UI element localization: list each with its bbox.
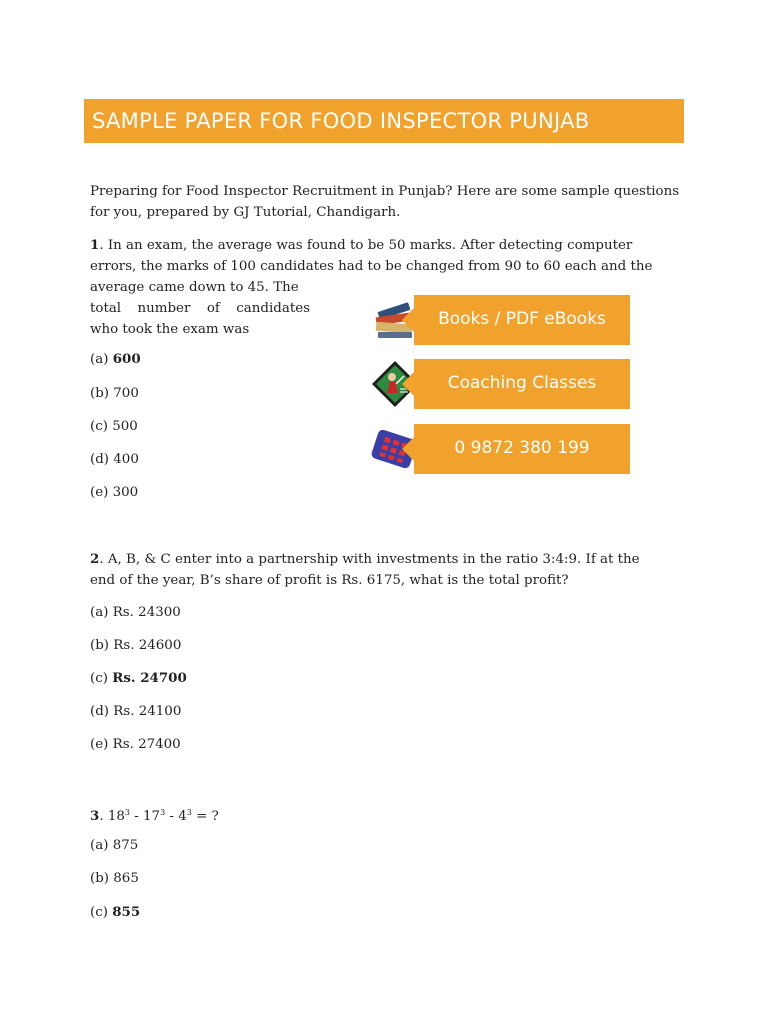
option-label: (e) xyxy=(90,485,113,500)
math-term: 18 xyxy=(107,809,125,824)
math-exponent: 3 xyxy=(124,808,130,817)
math-exponent: 3 xyxy=(160,808,166,817)
option-label: (a) xyxy=(90,352,113,367)
option-value: Rs. 24100 xyxy=(113,704,182,719)
question-text: average came down to 45. The xyxy=(90,280,299,295)
intro-paragraph xyxy=(90,181,679,223)
page-title-banner: SAMPLE PAPER FOR FOOD INSPECTOR PUNJAB xyxy=(84,99,684,143)
option-value: 865 xyxy=(113,871,139,886)
option-e xyxy=(90,482,138,503)
question-2 xyxy=(90,549,640,591)
question-3: 3. $18^3 - 17^3 - 4^3$ = ? xyxy=(90,808,219,824)
question-number: 2 xyxy=(90,551,100,567)
option-value: 500 xyxy=(112,419,138,434)
option-e xyxy=(90,734,181,755)
question-text: total number of candidates xyxy=(90,301,310,316)
option-a xyxy=(90,602,181,623)
math-equals: = ? xyxy=(191,809,219,824)
option-value: 875 xyxy=(112,838,139,853)
option-value: Rs. 24600 xyxy=(113,638,182,653)
question-text: . In an exam, the average was found to be 50 marks. After detecting computer xyxy=(99,238,633,253)
option-value-correct: 855 xyxy=(112,904,141,920)
option-label: (a) xyxy=(90,838,113,853)
option-value-correct: 600 xyxy=(112,351,141,367)
option-value-correct: Rs. 24700 xyxy=(112,670,187,686)
option-c xyxy=(90,416,138,437)
question-text: who took the exam was xyxy=(90,322,250,337)
option-b xyxy=(90,635,181,656)
option-label: (c) xyxy=(90,419,113,434)
option-label: (e) xyxy=(90,737,113,752)
promo-books[interactable] xyxy=(370,295,630,345)
promo-phone[interactable] xyxy=(370,424,630,474)
option-value: 400 xyxy=(113,452,139,467)
math-term: 4 xyxy=(178,809,187,824)
question-text: end of the year, B’s share of profit is Rs. 6175, what is the total profit? xyxy=(90,573,569,588)
option-label: (d) xyxy=(90,452,114,467)
promo-books-label[interactable]: Books / PDF eBooks xyxy=(414,295,630,345)
question-number: 3 xyxy=(90,808,100,824)
math-term: 17 xyxy=(143,809,161,824)
option-label: (d) xyxy=(90,704,114,719)
question-text: errors, the marks of 100 candidates had to be changed from 90 to 60 each and the xyxy=(90,259,653,274)
option-value: Rs. 27400 xyxy=(112,737,181,752)
promo-coaching[interactable] xyxy=(370,359,630,409)
option-value: Rs. 24300 xyxy=(112,605,181,620)
option-b xyxy=(90,383,139,404)
option-b xyxy=(90,868,139,889)
option-c xyxy=(90,668,187,689)
option-a xyxy=(90,349,141,370)
option-label: (b) xyxy=(90,638,114,653)
option-d xyxy=(90,701,181,722)
option-label: (c) xyxy=(90,905,113,920)
math-exponent: 3 xyxy=(186,808,192,817)
promo-phone-label[interactable]: 0 9872 380 199 xyxy=(414,424,630,474)
option-a xyxy=(90,835,138,856)
intro-line: for you, prepared by GJ Tutorial, Chandigarh. xyxy=(90,205,401,220)
option-c xyxy=(90,902,140,923)
option-d xyxy=(90,449,139,470)
option-label: (b) xyxy=(90,386,114,401)
math-operator: - xyxy=(165,809,179,824)
option-label: (c) xyxy=(90,671,113,686)
option-label: (a) xyxy=(90,605,113,620)
math-operator: - xyxy=(129,809,144,824)
question-number: 1 xyxy=(90,237,100,253)
option-value: 700 xyxy=(113,386,139,401)
option-value: 300 xyxy=(112,485,139,500)
question-text: . A, B, & C enter into a partnership with investments in the ratio 3:4:9. If at the xyxy=(99,552,640,567)
option-label: (b) xyxy=(90,871,114,886)
promo-coaching-label[interactable]: Coaching Classes xyxy=(414,359,630,409)
intro-line: Preparing for Food Inspector Recruitment in Punjab? Here are some sample questions xyxy=(90,184,680,199)
